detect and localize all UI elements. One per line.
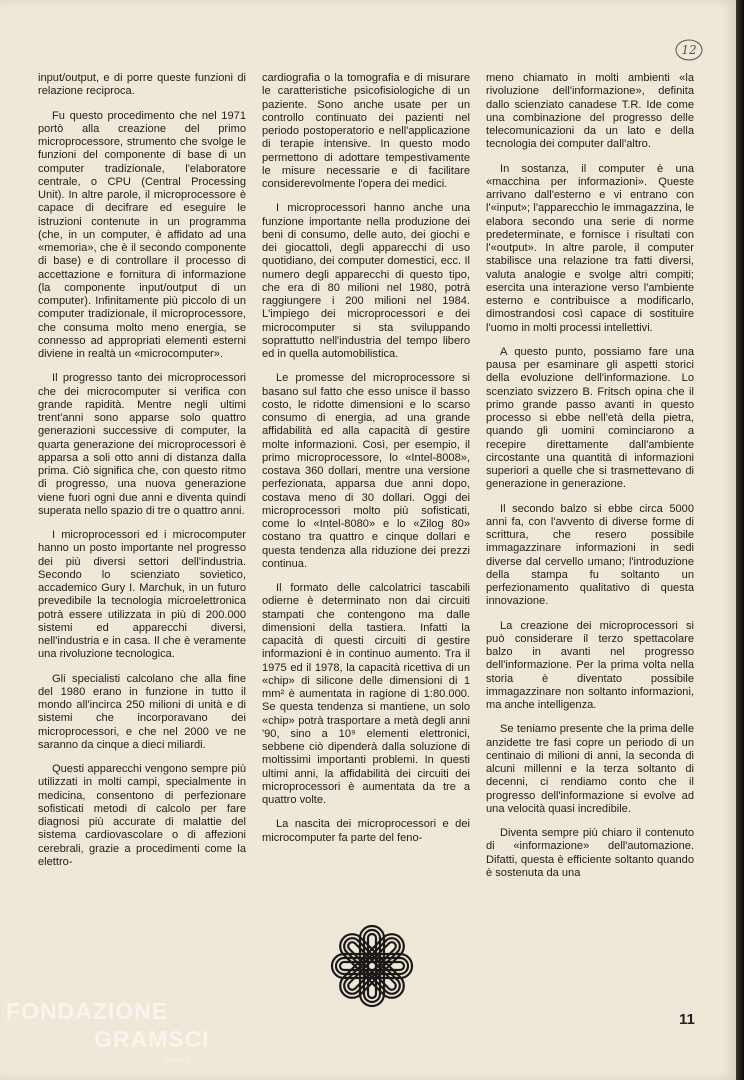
paragraph: In sostanza, il computer è una «macchina per informazioni». Queste arrivano dall'esterno e vi entrano con l'«input»; l'apparecchio le immagazzina, le elabora secondo una serie di norme predeterminate, e fornisce i risultati con l'«output». In altre parole, il computer stabilisce una relazione tra fatti diversi, valuta analogie e svolge altri compiti; esercita una interazione verso l'ambiente esterno e contribuisce a modificarlo, dimostrandosi così capace di sostituire l'uomo in molti processi intellettivi. (486, 162, 694, 334)
paragraph: I microprocessori ed i microcomputer hanno un posto importante nel progresso dei più diversi settori dell'industria. Secondo lo scienziato sovietico, accademico Gury I. Marchuk, in un futuro prevedibile la tecnologia microelettronica potrà essere utilizzata in più di 200.000 sistemi ed apparecchi diversi, nell'industria e in casa. Il che è veramente una rivoluzione tecnologica. (38, 529, 246, 661)
watermark-line-1: FONDAZIONE (6, 998, 169, 1024)
paragraph: Il formato delle calcolatrici tascabili odierne è determinato non dai circuiti stampati che contengono ma dalle dimensioni della tastiera. Infatti la capacità di questi circuiti di gestire informazioni è in continuo aumento. Tra il 1975 ed il 1978, la capacità ricettiva di un «chip» di silicone delle dimensioni di 1 mm² è aumentata in ragione di 1:80.000. Se questa tendenza si mantiene, un solo «chip» potrà trasportare a metà degli anni '90, sino a 10⁹ elementi elettronici, sebbene ciò dipenderà dalla soluzione di moltissimi importanti problemi. In questi ultimi anni, la affidabilità dei circuiti dei microprocessori è aumentata da tre a quattro volte. (262, 582, 470, 806)
paragraph: I microprocessori hanno anche una funzione importante nella produzione dei beni di consumo, delle auto, dei giochi e dei giocattoli, degli apparecchi di uso quotidiano, dei computer domestici, ecc. Il numero degli apparecchi di questo tipo, che era di 80 milioni nel 1980, potrà raggiungere i 200 milioni nel 1984. L'impiego dei microprocessori e dei microcomputer si sta sviluppando soprattutto nell'industria del tempo libero ed in quella automobilistica. (262, 202, 470, 360)
paragraph: meno chiamato in molti ambienti «la rivoluzione dell'informazione», definita dallo scienziato canadese T.R. Ide come una combinazione del progresso delle telecomunicazioni da un lato e della tecnologia dei computer dall'altro. (486, 72, 694, 151)
paragraph: A questo punto, possiamo fare una pausa per esaminare gli aspetti storici della evoluzione dell'informazione. Lo scenziato svizzero B. Fritsch opina che il primo grande passo avanti in questo processo si ebbe nell'età della pietra, quando gli uomini cominciarono a recepire direttamente dall'ambiente circostante una quantità di informazioni superiori a quelle che si trasmettevano di generazione in generazione. (486, 345, 694, 491)
page-edge (736, 0, 744, 1080)
archive-watermark (6, 998, 210, 1076)
paragraph: La creazione dei microprocessori si può considerare il terzo spettacolare balzo in avanti nel progresso dell'informazione. Per la prima volta nella storia è diventato possibile immagazzinare non soltanto informazioni, ma anche intelligenza. (486, 619, 694, 711)
interlaced-knot-logo-icon (318, 912, 426, 1020)
watermark-line-3: onlus (164, 1054, 191, 1064)
paragraph: Fu questo procedimento che nel 1971 portò alla creazione del primo microprocessore, strumento che svolge le funzioni del componente di base di un computer tradizionale, l'elaboratore centrale, o CPU (Central Processing Unit). In altre parole, il microprocessore è capace di decifrare ed eseguire le istruzioni contenute in un programma (che, in un computer, è affidato ad una «memoria», che è il secondo componente di base) e di controllare il processo di accettazione e fornitura di informazione (la componente input/output di un computer). Infinitamente più piccolo di un computer tradizionale, il microprocessore, che consuma molto meno energia, se connesso ad appropriati elementi esterni diviene in realtà un «microcomputer». (38, 109, 246, 360)
handwritten-page-note (674, 38, 704, 62)
paragraph: Il secondo balzo si ebbe circa 5000 anni fa, con l'avvento di diverse forme di scrittura, che resero possibile immagazzinare informazioni in sedi diverse dal cervello umano; l'introduzione della stampa fu soltanto un perfezionamento qualitativo di questa innovazione. (486, 502, 694, 608)
paragraph: cardiografia o la tomografia e di misurare le caratteristiche psicofisiologiche di un paziente. Sono anche usate per un controllo continuato dei pazienti nel periodo postoperatorio e nell'applicazione di terapie intensive. In questo modo permettono di adottare tempestivamente le misure necessarie e di facilitare considerevolmente l'opera dei medici. (262, 72, 470, 190)
paragraph: Diventa sempre più chiaro il contenuto di «informazione» dell'automazione. Difatti, questa è efficiente soltanto quando è sostenuta da una (486, 827, 694, 879)
paragraph: Le promesse del microprocessore si basano sul fatto che esso unisce il basso costo, le ridotte dimensioni e lo scarso consumo di energia, ad una grande affidabilità ed alla capacità di gestire molte informazioni. Così, per esempio, il primo microprocessore, lo «Intel-8008», costava 360 dollari, mentre una versione perfezionata, apparsa due anni dopo, costava meno di 30 dollari. Oggi dei microprocessori molto più sofisticati, come lo «Intel-8080» e lo «Zilog 80» costano tra quattro e cinque dollari e questa tendenza alla riduzione dei prezzi continua. (262, 372, 470, 570)
paragraph: Questi apparecchi vengono sempre più utilizzati in molti campi, specialmente in medicina, consentono di perfezionare sofisticati metodi di calcolo per fare diagnosi più accurate di malattie del sistema cardiovascolare o di affezioni cerebrali, grazie a procedimenti come la elettro- (38, 763, 246, 868)
paragraph: Se teniamo presente che la prima delle anzidette tre fasi copre un periodo di un centinaio di milioni di anni, la seconda di alcuni millenni e la terza soltanto di decenni, ci rendiamo conto che il progresso dell'informazione si evolve ad una velocità quasi incredibile. (486, 723, 694, 815)
text-column-3 (486, 72, 694, 891)
svg-text:12: 12 (681, 43, 697, 57)
paragraph: La nascita dei microprocessori e dei microcomputer fa parte del feno- (262, 818, 470, 844)
text-column-1 (38, 72, 246, 880)
watermark-line-2: GRAMSCI (94, 1026, 210, 1052)
paragraph: input/output, e di porre queste funzioni di relazione reciproca. (38, 72, 246, 98)
page-number: 11 (679, 1011, 695, 1028)
paragraph: Gli specialisti calcolano che alla fine del 1980 erano in funzione in tutto il mondo all'incirca 250 milioni di unità e di sistemi che incorporavano dei microprocessori, e che nel 2000 ve ne saranno da cinque a dieci miliardi. (38, 672, 246, 751)
text-column-2 (262, 72, 470, 856)
paragraph: Il progresso tanto dei microprocessori che dei microcomputer si verifica con grande rapidità. Mentre negli ultimi trent'anni sono apparse solo quattro generazioni successive di computer, la quarta generazione dei microprocessori è apparsa a soli otto anni di distanza dalla prima. Ciò significa che, con questo ritmo di progresso, una nuova generazione viene fuori ogni due anni e diventa quindi superata nello spazio di tre o quattro anni. (38, 372, 246, 517)
